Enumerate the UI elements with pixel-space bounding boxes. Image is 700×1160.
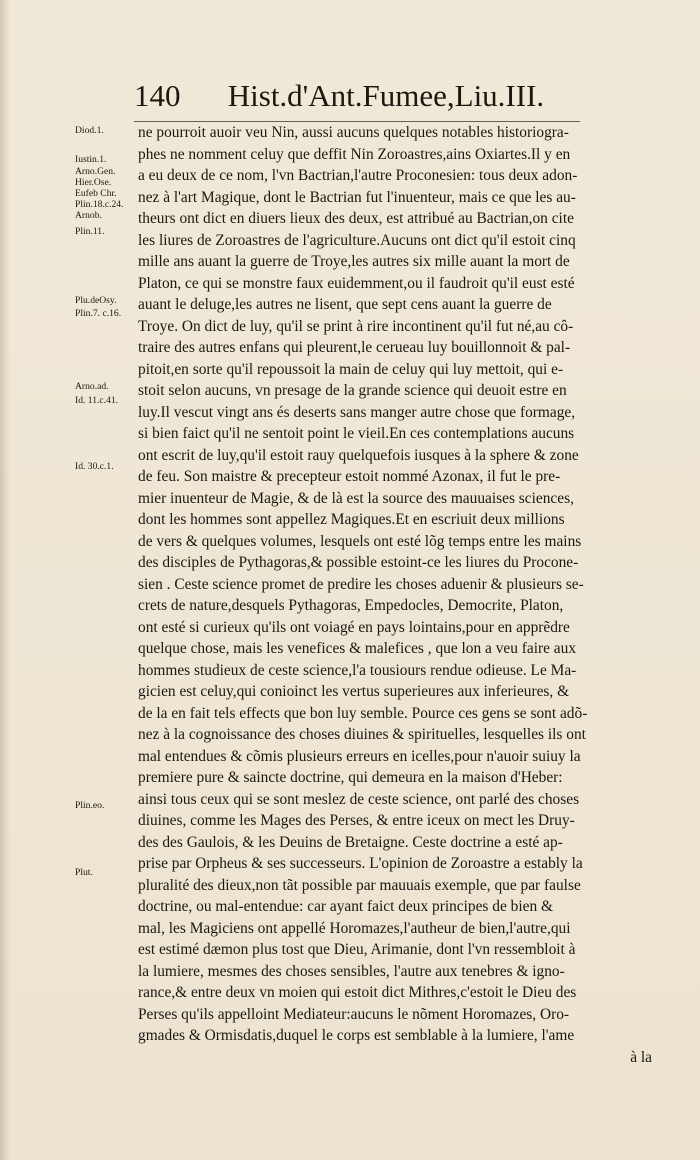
margin-note: Eufeb Chr. (75, 188, 117, 199)
catchword: à la (630, 1048, 652, 1066)
text-line: de vers & quelques volumes, lesquels ont esté lõg temps entre les mains (138, 532, 582, 550)
text-line: prise par Orpheus & ses successeurs. L'opinion de Zoroastre a estably la (138, 855, 583, 872)
text-line: les liures de Zoroastres de l'agriculture.Aucuns ont dict qu'il estoit cinq (138, 231, 576, 249)
text-line: phes ne nomment celuy que deffit Nin Zoroastres,ains Oxiartes.Il y en (138, 145, 571, 163)
text-line: des disciples de Pythagoras,& possible estoint-ce les liures du Procone- (138, 554, 579, 571)
margin-note: Plin.18.c.24. (75, 199, 124, 210)
text-line: pitoit,en sorte qu'il repoussoit la main de celuy qui luy mettoit, qui e- (138, 360, 564, 378)
text-line: premiere pure & saincte doctrine, qui demeura en la maison d'Heber: (138, 769, 563, 786)
margin-note: Plin.7. c.16. (75, 308, 122, 319)
text-line: quelque chose, mais les venefices & malefices , que lon a veu faire aux (138, 640, 577, 657)
text-line: est estimé dæmon plus tost que Dieu, Arimanie, dont l'vn ressembloit à (138, 941, 576, 958)
margin-note: Plut. (75, 867, 93, 878)
text-line: crets de nature,desquels Pythagoras, Empedocles, Democrite, Platon, (138, 597, 564, 614)
margin-note: Hier.Ose. (75, 177, 112, 188)
text-line: rance,& entre deux vn moien qui estoit dict Mithres,c'estoit le Dieu des (138, 984, 577, 1001)
text-line: Troye. On dict de luy, qu'il se print à rire incontinent qu'il fut né,au cô- (138, 317, 574, 335)
text-line: stoit selon aucuns, vn presage de la grande science qui deuoit estre en (138, 382, 567, 399)
text-line: doctrine, ou mal-entendue: car ayant faict deux principes de bien & (138, 898, 553, 915)
text-line: nez à la cognoissance des choses diuines & spirituelles, lesquelles ils ont (138, 726, 586, 743)
text-line: luy.Il vescut vingt ans és deserts sans manger autre chose que formage, (138, 403, 576, 421)
text-line: Platon, ce qui se monstre faux euidemment,ou il faudroit qu'il eust esté (138, 274, 575, 292)
margin-note: Id. 30.c.1. (75, 461, 114, 472)
margin-note: Plin.eo. (75, 800, 105, 811)
main-text-block (138, 122, 652, 1068)
text-line: gicien est celuy,qui conioinct les vertus superieures aux inferieures, & (138, 683, 570, 700)
text-line: des des Gaulois, & les Deuins de Bretaigne. Ceste doctrine a esté ap- (138, 833, 563, 851)
margin-note: Arnob. (75, 210, 102, 221)
text-line: gmades & Ormisdatis,duquel le corps est semblable à la lumiere, l'ame (138, 1027, 575, 1044)
margin-note: Plin.11. (75, 226, 105, 237)
text-line: hommes studieux de ceste science,l'a tousiours rendue odieuse. Le Ma- (138, 661, 577, 679)
text-line: la lumiere, mesmes des choses sensibles, l'autre aux tenebres & igno- (138, 962, 565, 980)
text-line: ainsi tous ceux qui se sont meslez de ceste science, ont parlé des choses (138, 790, 580, 808)
text-line: de feu. Son maistre & precepteur estoit nommé Azonax, il fut le pre- (138, 468, 561, 485)
text-line: Perses qu'ils appelloint Mediateur:aucuns le nõment Horomazes, Oro- (138, 1005, 570, 1023)
margin-note: Plu.deOsy. (75, 295, 117, 306)
text-line: traire des autres enfans qui pleurent,le cerueau luy bouillonnoit & pal- (138, 339, 571, 356)
page-number: 140 (134, 78, 181, 113)
text-line: pluralité des dieux,non tãt possible par mauuais exemple, que par faulse (138, 876, 581, 894)
text-line: mal entendues & cõmis plusieurs erreurs en icelles,pour n'auoir suiuy la (138, 747, 581, 765)
text-line: mal, les Magiciens ont appellé Horomazes,l'autheur de bien,l'autre,qui (138, 919, 571, 937)
margin-note: Arno.Gen. (75, 166, 116, 177)
text-line: a eu deux de ce nom, l'vn Bactrian,l'autre Proconesien: tous deux adon- (138, 167, 578, 184)
text-line: si bien faict qu'il ne sentoit point le vieil.En ces contemplations aucuns (138, 425, 575, 442)
running-head (134, 76, 604, 116)
text-line: de la en fait tels effects que bon luy semble. Pource ces gens se sont adõ- (138, 704, 588, 722)
margin-note: Arno.ad. (75, 381, 109, 392)
text-line: auant le deluge,les autres ne lisent, que sept cens auant la guerre de (138, 296, 552, 313)
text-line: dont les hommes sont appellez Magiques.Et en escriuit deux millions (138, 511, 565, 528)
text-line: sien . Ceste science promet de predire les choses aduenir & plusieurs se- (138, 575, 584, 593)
text-line: theurs ont dict en diuers lieux des deux, est attribué au Bactrian,on cite (138, 210, 574, 227)
running-title: Hist.d'Ant.Fumee,Liu.III. (227, 78, 545, 113)
text-line: nez à l'art Magique, dont le Bactrian fut l'inuenteur, mais ce que les au- (138, 188, 576, 206)
text-line: mille ans auant la guerre de Troye,les autres six mille auant la mort de (138, 253, 570, 270)
text-line: ne pourroit auoir veu Nin, aussi aucuns quelques notables historiogra- (138, 124, 569, 141)
text-line: mier inuenteur de Magie, & de là est la source des mauuaises sciences, (138, 489, 574, 507)
margin-note: Iustin.1. (75, 154, 107, 165)
text-line: ont esté si curieux qu'ils ont voiagé en pays lointains,pour en apprẽdre (138, 618, 570, 636)
margin-note: Diod.1. (75, 125, 104, 136)
margin-note: Id. 11.c.41. (75, 395, 119, 406)
margin-notes (0, 0, 134, 1160)
text-line: ont escrit de luy,qu'il estoit rauy quelquefois iusques à la sphere & zone (138, 446, 579, 464)
text-line: diuines, comme les Mages des Perses, & entre iceux on mect les Druy- (138, 812, 575, 829)
